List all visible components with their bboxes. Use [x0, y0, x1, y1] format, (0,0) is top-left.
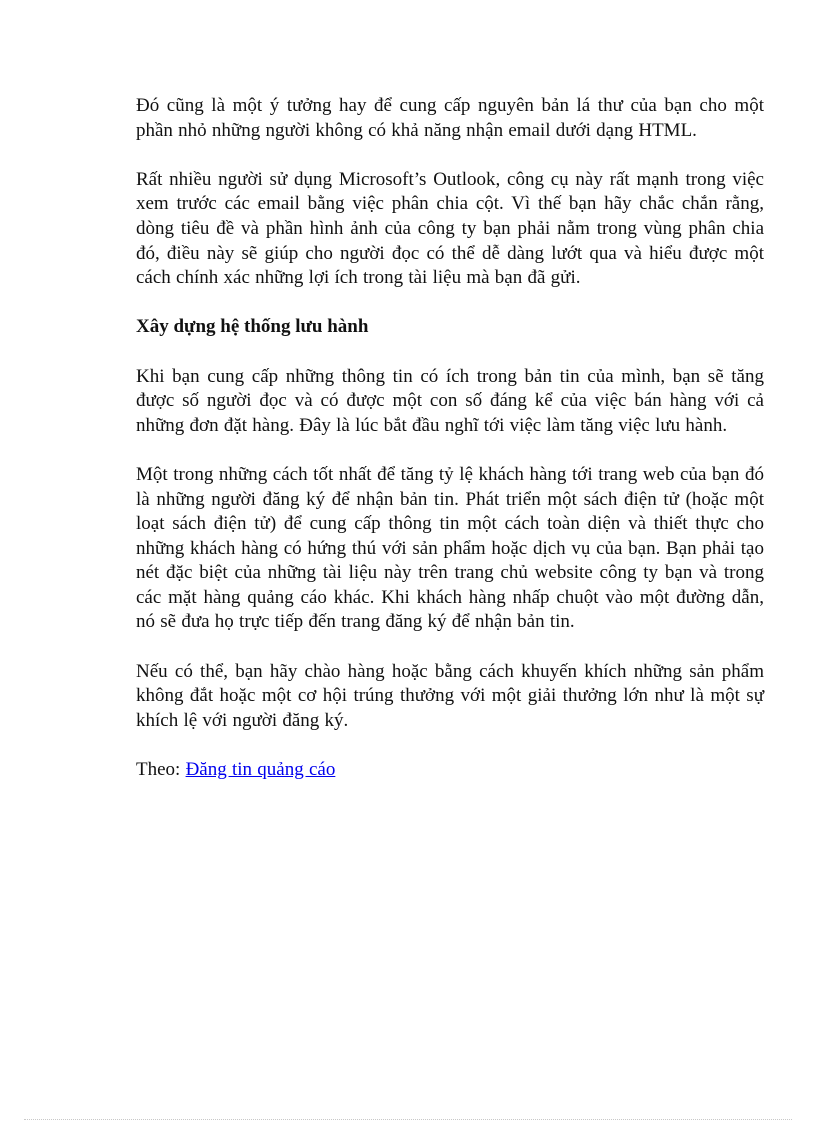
page-bottom-divider [24, 1119, 792, 1120]
source-prefix: Theo: [136, 759, 186, 781]
document-body [136, 94, 764, 807]
paragraph-outlook-preview: Rất nhiều người sử dụng Microsoft’s Outlook, công cụ này rất mạnh trong việc xem trước các email bằng việc phân chia cột. Vì thế bạn hãy chắc chắn rằng, dòng tiêu đề và phần hình ảnh của công ty bạn phải nằm trong vùng phân chia đó, điều này sẽ giúp cho người đọc có thể dễ dàng lướt qua và hiểu được một cách chính xác những lợi ích trong tài liệu mà bạn đã gửi. [136, 168, 764, 289]
paragraph-increase-readers: Khi bạn cung cấp những thông tin có ích trong bản tin của mình, bạn sẽ tăng được số người đọc và có được một con số đáng kể của việc bán hàng với cả những đơn đặt hàng. Đây là lúc bắt đầu nghĩ tới việc làm tăng việc lưu hành. [136, 365, 764, 436]
paragraph-newsletter-signup: Một trong những cách tốt nhất để tăng tỷ lệ khách hàng tới trang web của bạn đó là những người đăng ký để nhận bản tin. Phát triển một sách điện tử (hoặc một loạt sách điện tử) để cung cấp thông tin một cách toàn diện và thiết thực cho những khách hàng có hứng thú với sản phẩm hoặc dịch vụ của bạn. Bạn phải tạo nét đặc biệt của những tài liệu này trên trang chủ website công ty bạn và trong các mặt hàng quảng cáo khác. Khi khách hàng nhấp chuột vào một đường dẫn, nó sẽ đưa họ trực tiếp đến trang đăng ký để nhận bản tin. [136, 463, 764, 633]
section-heading: Xây dựng hệ thống lưu hành [136, 316, 369, 338]
source-link[interactable]: Đăng tin quảng cáo [185, 759, 336, 781]
paragraph-incentives: Nếu có thể, bạn hãy chào hàng hoặc bằng cách khuyến khích những sản phẩm không đắt hoặc một cơ hội trúng thưởng với một giải thưởng lớn như là một sự khích lệ với người đăng ký. [136, 660, 764, 731]
paragraph-plain-text-version: Đó cũng là một ý tưởng hay để cung cấp nguyên bản lá thư của bạn cho một phần nhỏ những người không có khả năng nhận email dưới dạng HTML. [136, 95, 764, 141]
source-line [136, 758, 764, 783]
